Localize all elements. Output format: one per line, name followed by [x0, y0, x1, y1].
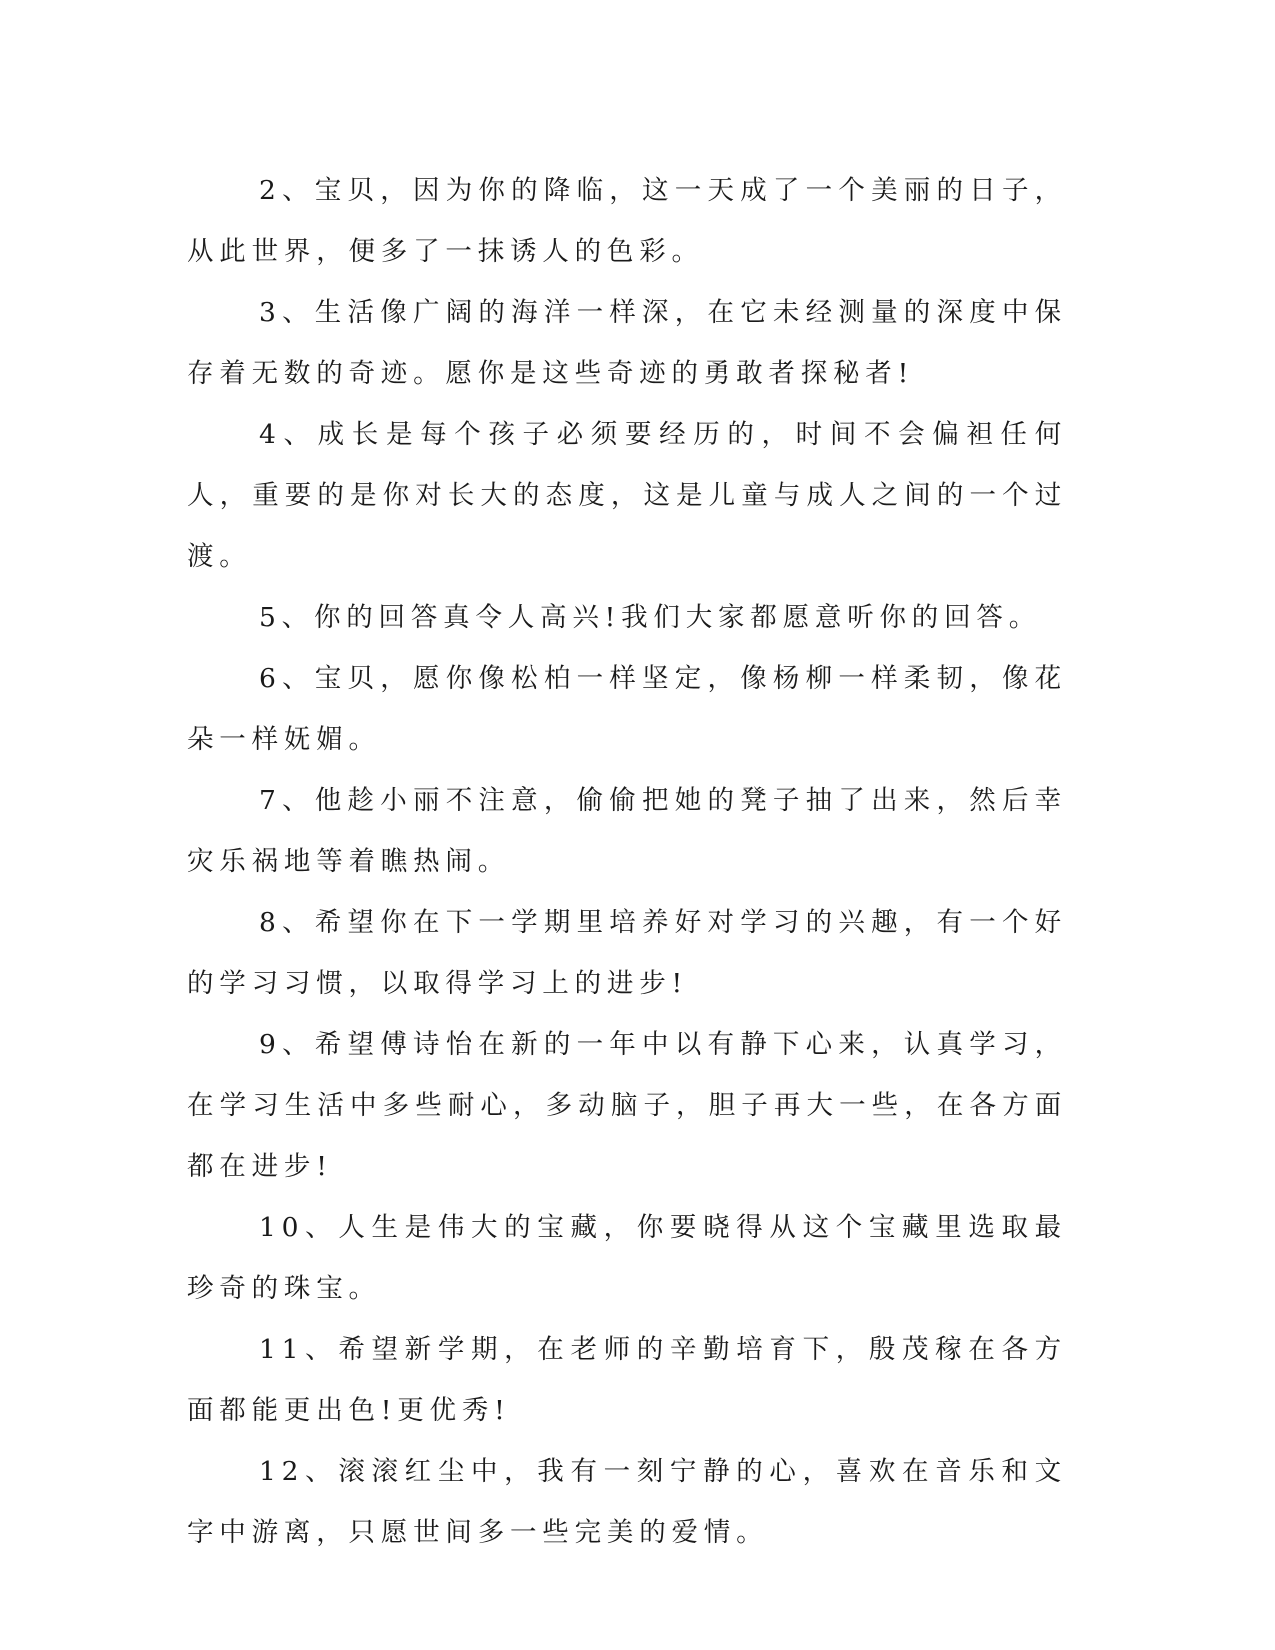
paragraph-6: 6、宝贝，愿你像松柏一样坚定，像杨柳一样柔韧，像花朵一样妩媚。 [187, 663, 1067, 755]
paragraph-4: 4、成长是每个孩子必须要经历的，时间不会偏袒任何人，重要的是你对长大的态度，这是儿童与成人之间的一个过渡。 [187, 419, 1067, 572]
paragraph-8: 8、希望你在下一学期里培养好对学习的兴趣，有一个好的学习习惯，以取得学习上的进步! [187, 907, 1067, 999]
document-body [187, 160, 1067, 1563]
paragraph-2: 2、宝贝，因为你的降临，这一天成了一个美丽的日子，从此世界，便多了一抹诱人的色彩。 [187, 175, 1067, 267]
paragraph-12: 12、滚滚红尘中，我有一刻宁静的心，喜欢在音乐和文字中游离，只愿世间多一些完美的爱情。 [187, 1456, 1067, 1548]
paragraph-10: 10、人生是伟大的宝藏，你要晓得从这个宝藏里选取最珍奇的珠宝。 [187, 1212, 1067, 1304]
paragraph-3: 3、生活像广阔的海洋一样深，在它未经测量的深度中保存着无数的奇迹。愿你是这些奇迹的勇敢者探秘者! [187, 297, 1067, 389]
paragraph-7: 7、他趁小丽不注意，偷偷把她的凳子抽了出来，然后幸灾乐祸地等着瞧热闹。 [187, 785, 1067, 877]
paragraph-9: 9、希望傅诗怡在新的一年中以有静下心来，认真学习，在学习生活中多些耐心，多动脑子，胆子再大一些，在各方面都在进步! [187, 1029, 1067, 1182]
paragraph-11: 11、希望新学期，在老师的辛勤培育下，殷茂稼在各方面都能更出色!更优秀! [187, 1334, 1067, 1426]
paragraph-5: 5、你的回答真令人高兴!我们大家都愿意听你的回答。 [259, 602, 1042, 633]
